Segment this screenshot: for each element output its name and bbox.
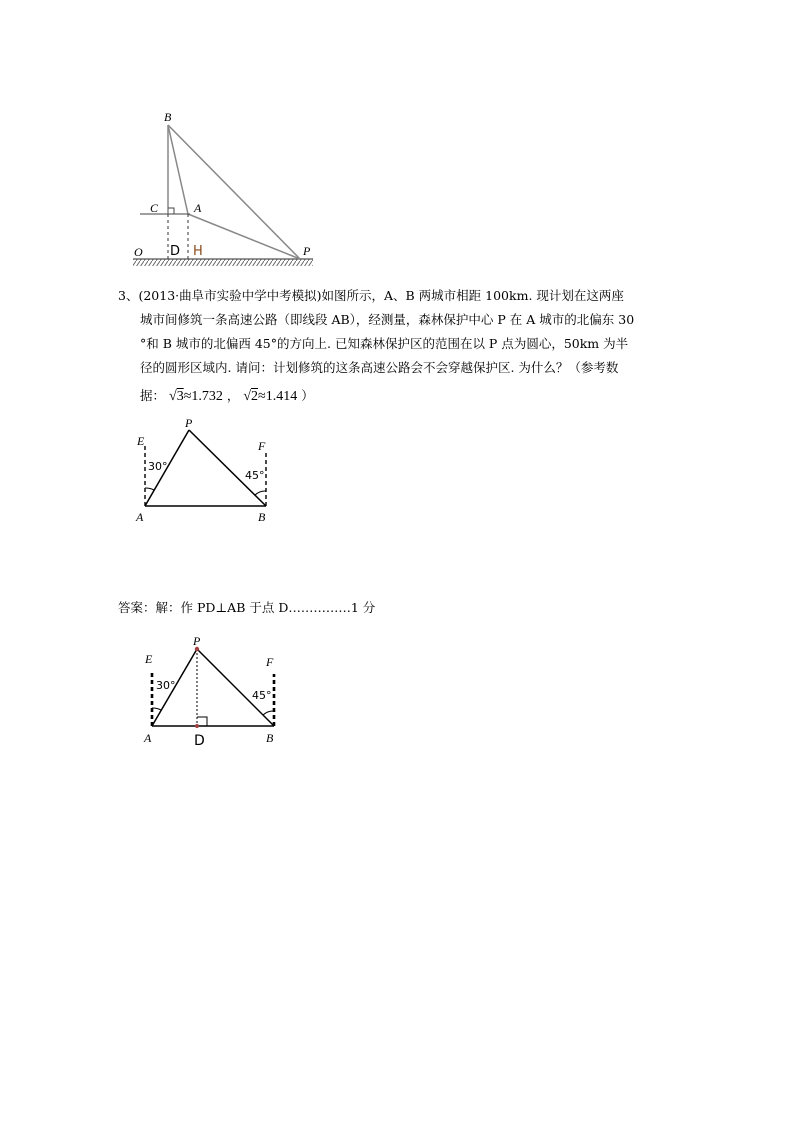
label-p: P: [303, 244, 311, 258]
data-prefix: 据：: [140, 388, 166, 403]
side-bp: [197, 649, 274, 726]
sqrt3-value: ≈1.732: [183, 389, 223, 404]
data-suffix: ）: [301, 388, 314, 403]
angle-30-label: 30°: [148, 460, 168, 473]
sqrt2-radicand: 2: [251, 389, 259, 404]
point-d: [195, 724, 199, 728]
data-separator: ，: [226, 388, 240, 403]
segment-b-a: [168, 125, 188, 214]
label-o: O: [134, 245, 143, 259]
angle-arc-a: [152, 708, 161, 710]
sqrt3-expression: √3≈1.732: [169, 389, 223, 404]
ground-hatch: [133, 259, 313, 266]
label-d: D: [194, 733, 205, 747]
label-p: P: [193, 634, 201, 648]
sqrt2-value: ≈1.414: [258, 389, 298, 404]
right-angle-mark: [197, 717, 207, 726]
label-h: H: [193, 244, 203, 259]
problem-line-4: 径的圆形区域内. 请问：计划修筑的这条高速公路会不会穿越保护区. 为什么？（参考数: [140, 360, 619, 375]
label-a: A: [136, 510, 144, 524]
side-bp: [189, 430, 266, 506]
label-b: B: [266, 731, 274, 745]
label-b: B: [164, 110, 172, 124]
problem-line-3: °和 B 城市的北偏西 45°的方向上. 已知森林保护区的范围在以 P 点为圆心，50km 为半: [140, 336, 629, 351]
label-d: D: [170, 244, 181, 259]
answer-line: 答案：解：作 PD⊥AB 于点 D……………1 分: [118, 600, 376, 615]
label-e: E: [145, 652, 153, 666]
angle-45-label: 45°: [252, 689, 272, 702]
figure-1: [128, 105, 328, 270]
angle-45-label: 45°: [245, 469, 265, 482]
label-b: B: [258, 510, 266, 524]
problem-text: [118, 284, 678, 409]
right-angle-mark: [168, 208, 174, 214]
figure-2: [130, 415, 290, 527]
label-c: C: [150, 201, 159, 215]
problem-line-2: 城市间修筑一条高速公路（即线段 AB），经测量，森林保护中心 P 在 A 城市的北偏东 30: [140, 312, 635, 327]
label-a: A: [194, 201, 202, 215]
sqrt3-radicand: 3: [176, 389, 184, 404]
problem-line-5: [118, 384, 678, 409]
figure-3: [138, 632, 288, 747]
angle-arc-b: [263, 711, 274, 715]
label-a: A: [144, 731, 152, 745]
label-f: F: [266, 655, 274, 669]
label-p: P: [185, 416, 193, 430]
label-f: F: [258, 439, 266, 453]
angle-30-label: 30°: [156, 679, 176, 692]
label-e: E: [137, 434, 145, 448]
angle-arc-b: [255, 491, 266, 495]
sqrt2-expression: √2≈1.414: [243, 389, 298, 404]
segment-a-p: [188, 214, 300, 259]
angle-arc-a: [145, 488, 154, 490]
problem-line-1: 3、(2013·曲阜市实验中学中考模拟)如图所示，A、B 两城市相距 100km. 现计划在这两座: [118, 288, 624, 303]
